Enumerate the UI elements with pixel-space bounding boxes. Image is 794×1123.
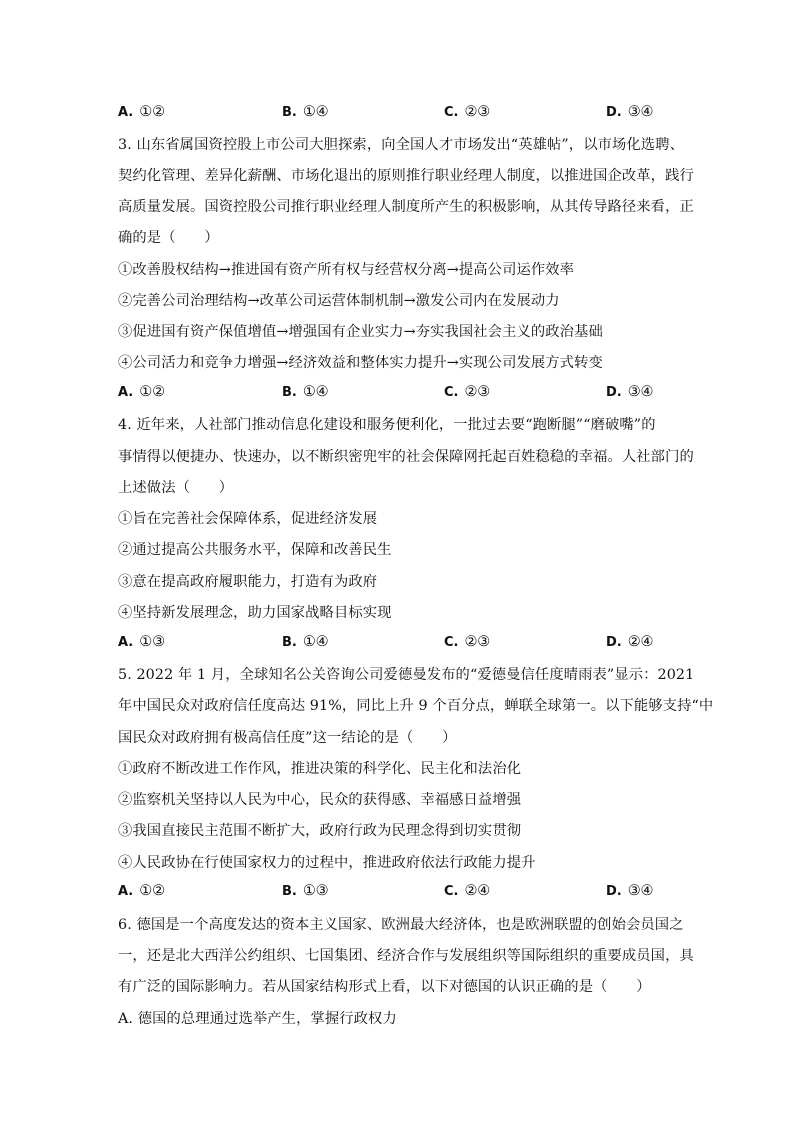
q5-option-b[interactable]: B. ①③ xyxy=(282,883,329,899)
option-b[interactable]: B. ①④ xyxy=(282,104,329,120)
q5-option-c[interactable]: C. ②④ xyxy=(444,883,491,899)
q4-option-b[interactable]: B. ①④ xyxy=(282,634,329,650)
q5-item-1: ①政府不断改进工作作风，推进决策的科学化、民主化和法治化 xyxy=(118,761,522,777)
q5-option-d[interactable]: D. ③④ xyxy=(606,883,654,899)
q4-stem-line: 事情得以便捷办、快速办，以不断织密兜牢的社会保障网托起百姓稳稳的幸福。人社部门的 xyxy=(118,449,694,465)
q3-options-row xyxy=(118,384,658,406)
q6-stem-line: 一，还是北大西洋公约组织、七国集团、经济合作与发展组织等国际组织的重要成员国，具 xyxy=(118,948,694,964)
q3-option-c[interactable]: C. ②③ xyxy=(444,384,491,400)
q4-option-c[interactable]: C. ②③ xyxy=(444,634,491,650)
q4-option-d[interactable]: D. ②④ xyxy=(606,634,654,650)
q5-options-row xyxy=(118,883,658,905)
q3-option-d[interactable]: D. ③④ xyxy=(606,384,654,400)
q5-item-2: ②监察机关坚持以人民为中心，民众的获得感、幸福感日益增强 xyxy=(118,792,522,808)
q5-item-4: ④人民政协在行使国家权力的过程中，推进政府依法行政能力提升 xyxy=(118,855,536,871)
q3-option-a[interactable]: A. ①② xyxy=(118,384,165,400)
q6-stem-line: 6. 德国是一个高度发达的资本主义国家、欧洲最大经济体，也是欧洲联盟的创始会员国之 xyxy=(118,917,684,933)
q3-item-2: ②完善公司治理结构→改革公司运营体制机制→激发公司内在发展动力 xyxy=(118,293,560,309)
option-c[interactable]: C. ②③ xyxy=(444,104,491,120)
q3-item-3: ③促进国有资产保值增值→增强国有企业实力→夯实我国社会主义的政治基础 xyxy=(118,324,603,340)
q4-item-3: ③意在提高政府履职能力，打造有为政府 xyxy=(118,574,378,590)
q4-option-a[interactable]: A. ①③ xyxy=(118,634,165,650)
q3-stem-line: 高质量发展。国资控股公司推行职业经理人制度所产生的积极影响，从其传导路径来看，正 xyxy=(118,199,694,215)
q3-item-4: ④公司活力和竞争力增强→经济效益和整体实力提升→实现公司发展方式转变 xyxy=(118,355,603,371)
q5-item-3: ③我国直接民主范围不断扩大，政府行政为民理念得到切实贯彻 xyxy=(118,823,522,839)
q4-stem-line: 上述做法（ ） xyxy=(118,480,234,496)
top-options-row xyxy=(118,104,658,126)
q4-item-4: ④坚持新发展理念，助力国家战略目标实现 xyxy=(118,605,392,621)
q6-option-a[interactable]: A. 德国的总理通过选举产生，掌握行政权力 xyxy=(118,1011,397,1027)
q3-stem-line: 3. 山东省属国资控股上市公司大胆探索，向全国人才市场发出“英雄帖”，以市场化选聘、 xyxy=(118,137,684,153)
q3-stem-line: 契约化管理、差异化薪酬、市场化退出的原则推行职业经理人制度，以推进国企改革，践行 xyxy=(118,168,694,184)
q4-options-row xyxy=(118,634,658,656)
q3-item-1: ①改善股权结构→推进国有资产所有权与经营权分离→提高公司运作效率 xyxy=(118,262,575,278)
q5-option-a[interactable]: A. ①② xyxy=(118,883,165,899)
q3-stem-line: 确的是（ ） xyxy=(118,230,219,246)
option-d[interactable]: D. ③④ xyxy=(606,104,654,120)
q4-item-2: ②通过提高公共服务水平，保障和改善民生 xyxy=(118,542,392,558)
q4-stem-line: 4. 近年来，人社部门推动信息化建设和服务便利化，一批过去要“跑断腿”“磨破嘴”的 xyxy=(118,417,656,433)
q6-stem-line: 有广泛的国际影响力。若从国家结构形式上看，以下对德国的认识正确的是（ ） xyxy=(118,979,651,995)
option-a[interactable]: A. ①② xyxy=(118,104,165,120)
q5-stem-line: 年中国民众对政府信任度高达 91%，同比上升 9 个百分点，蝉联全球第一。以下能够支持“中 xyxy=(118,698,714,714)
q3-option-b[interactable]: B. ①④ xyxy=(282,384,329,400)
q5-stem-line: 国民众对政府拥有极高信任度”这一结论的是（ ） xyxy=(118,730,457,746)
q5-stem-line: 5. 2022 年 1 月，全球知名公关咨询公司爱德曼发布的“爱德曼信任度晴雨表”显示：2021 xyxy=(118,667,695,683)
q4-item-1: ①旨在完善社会保障体系，促进经济发展 xyxy=(118,511,378,527)
